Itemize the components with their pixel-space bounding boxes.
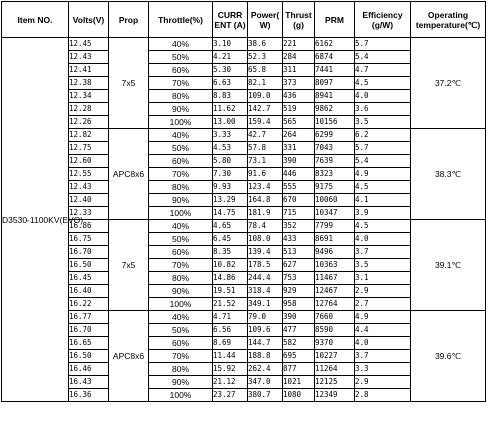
efficiency-cell: 4.1 [355,194,411,207]
throttle-cell: 80% [149,181,213,194]
efficiency-cell: 4.7 [355,64,411,77]
current-cell: 7.30 [213,168,248,181]
volts-cell: 12.40 [69,194,109,207]
throttle-cell: 80% [149,90,213,103]
current-cell: 4.53 [213,142,248,155]
thrust-cell: 221 [283,38,315,51]
power-cell: 380.7 [248,389,283,402]
motor-spec-table [1,1,486,402]
efficiency-cell: 4.5 [355,181,411,194]
volts-cell: 16.50 [69,259,109,272]
volts-cell: 16.36 [69,389,109,402]
throttle-cell: 60% [149,246,213,259]
thrust-cell: 670 [283,194,315,207]
prm-cell: 6162 [315,38,355,51]
table-row [2,220,486,233]
header-power: Power( W) [248,2,283,38]
thrust-cell: 695 [283,350,315,363]
current-cell: 4.21 [213,51,248,64]
throttle-cell: 40% [149,38,213,51]
power-cell: 73.1 [248,155,283,168]
thrust-cell: 519 [283,103,315,116]
efficiency-cell: 5.4 [355,155,411,168]
volts-cell: 16.40 [69,285,109,298]
prm-cell: 10347 [315,207,355,220]
current-cell: 6.45 [213,233,248,246]
thrust-cell: 436 [283,90,315,103]
header-current: CURR ENT (A) [213,2,248,38]
header-prop: Prop [109,2,149,38]
thrust-cell: 929 [283,285,315,298]
volts-cell: 12.28 [69,103,109,116]
thrust-cell: 753 [283,272,315,285]
thrust-cell: 715 [283,207,315,220]
volts-cell: 12.38 [69,77,109,90]
power-cell: 79.0 [248,311,283,324]
throttle-cell: 70% [149,259,213,272]
efficiency-cell: 5.4 [355,51,411,64]
table-row [2,38,486,51]
throttle-cell: 70% [149,77,213,90]
current-cell: 8.69 [213,337,248,350]
thrust-cell: 373 [283,77,315,90]
volts-cell: 12.45 [69,38,109,51]
volts-cell: 16.75 [69,233,109,246]
efficiency-cell: 3.3 [355,363,411,376]
prm-cell: 7639 [315,155,355,168]
current-cell: 6.63 [213,77,248,90]
volts-cell: 16.22 [69,298,109,311]
volts-cell: 16.65 [69,337,109,350]
efficiency-cell: 4.0 [355,90,411,103]
volts-cell: 16.86 [69,220,109,233]
prm-cell: 10156 [315,116,355,129]
current-cell: 19.51 [213,285,248,298]
volts-cell: 12.60 [69,155,109,168]
power-cell: 349.1 [248,298,283,311]
thrust-cell: 582 [283,337,315,350]
prm-cell: 7441 [315,64,355,77]
spec-table-container [1,1,486,402]
power-cell: 109.0 [248,90,283,103]
thrust-cell: 433 [283,233,315,246]
prop-cell: APC8x6 [109,129,149,220]
thrust-cell: 555 [283,181,315,194]
current-cell: 15.92 [213,363,248,376]
power-cell: 178.5 [248,259,283,272]
throttle-cell: 60% [149,155,213,168]
efficiency-cell: 6.2 [355,129,411,142]
current-cell: 21.52 [213,298,248,311]
prm-cell: 8323 [315,168,355,181]
current-cell: 10.82 [213,259,248,272]
item-no-cell: D3530-1100KV(EVO) [2,38,69,402]
thrust-cell: 877 [283,363,315,376]
header-thrust: Thrust (g) [283,2,315,38]
power-cell: 82.1 [248,77,283,90]
current-cell: 3.33 [213,129,248,142]
table-row [2,311,486,324]
efficiency-cell: 4.5 [355,220,411,233]
efficiency-cell: 3.9 [355,207,411,220]
efficiency-cell: 4.9 [355,311,411,324]
power-cell: 52.3 [248,51,283,64]
prm-cell: 12764 [315,298,355,311]
throttle-cell: 90% [149,194,213,207]
volts-cell: 12.26 [69,116,109,129]
volts-cell: 12.34 [69,90,109,103]
throttle-cell: 50% [149,233,213,246]
power-cell: 38.6 [248,38,283,51]
power-cell: 109.6 [248,324,283,337]
prm-cell: 6299 [315,129,355,142]
temperature-cell: 38.3℃ [411,129,486,220]
thrust-cell: 958 [283,298,315,311]
prm-cell: 10060 [315,194,355,207]
power-cell: 57.8 [248,142,283,155]
throttle-cell: 40% [149,311,213,324]
current-cell: 5.80 [213,155,248,168]
power-cell: 139.4 [248,246,283,259]
throttle-cell: 50% [149,142,213,155]
current-cell: 5.30 [213,64,248,77]
efficiency-cell: 5.7 [355,38,411,51]
temperature-cell: 39.6℃ [411,311,486,402]
current-cell: 13.29 [213,194,248,207]
power-cell: 108.0 [248,233,283,246]
prm-cell: 9496 [315,246,355,259]
thrust-cell: 565 [283,116,315,129]
volts-cell: 16.46 [69,363,109,376]
thrust-cell: 284 [283,51,315,64]
throttle-cell: 100% [149,298,213,311]
prm-cell: 9862 [315,103,355,116]
current-cell: 14.86 [213,272,248,285]
prm-cell: 12349 [315,389,355,402]
current-cell: 9.93 [213,181,248,194]
prm-cell: 6874 [315,51,355,64]
current-cell: 21.12 [213,376,248,389]
prm-cell: 10363 [315,259,355,272]
throttle-cell: 100% [149,389,213,402]
power-cell: 164.8 [248,194,283,207]
power-cell: 42.7 [248,129,283,142]
thrust-cell: 331 [283,142,315,155]
current-cell: 8.83 [213,90,248,103]
throttle-cell: 70% [149,168,213,181]
current-cell: 4.65 [213,220,248,233]
prm-cell: 7043 [315,142,355,155]
prm-cell: 8941 [315,90,355,103]
power-cell: 262.4 [248,363,283,376]
current-cell: 8.35 [213,246,248,259]
volts-cell: 16.77 [69,311,109,324]
current-cell: 6.56 [213,324,248,337]
efficiency-cell: 2.8 [355,389,411,402]
efficiency-cell: 2.7 [355,298,411,311]
efficiency-cell: 2.9 [355,376,411,389]
throttle-cell: 60% [149,64,213,77]
current-cell: 4.71 [213,311,248,324]
efficiency-cell: 4.5 [355,77,411,90]
power-cell: 188.8 [248,350,283,363]
prm-cell: 9175 [315,181,355,194]
thrust-cell: 311 [283,64,315,77]
prop-cell: APC8x6 [109,311,149,402]
power-cell: 318.4 [248,285,283,298]
thrust-cell: 446 [283,168,315,181]
prm-cell: 12125 [315,376,355,389]
prop-cell: 7x5 [109,38,149,129]
throttle-cell: 80% [149,272,213,285]
throttle-cell: 50% [149,51,213,64]
throttle-cell: 70% [149,350,213,363]
efficiency-cell: 2.9 [355,285,411,298]
volts-cell: 12.43 [69,181,109,194]
power-cell: 144.7 [248,337,283,350]
current-cell: 11.62 [213,103,248,116]
power-cell: 65.8 [248,64,283,77]
volts-cell: 12.33 [69,207,109,220]
thrust-cell: 264 [283,129,315,142]
current-cell: 3.10 [213,38,248,51]
power-cell: 347.0 [248,376,283,389]
temperature-cell: 37.2℃ [411,38,486,129]
current-cell: 14.75 [213,207,248,220]
header-prm: PRM [315,2,355,38]
thrust-cell: 627 [283,259,315,272]
header-temperature: Operating temperature(℃) [411,2,486,38]
efficiency-cell: 5.7 [355,142,411,155]
temperature-cell: 39.1℃ [411,220,486,311]
throttle-cell: 100% [149,207,213,220]
prm-cell: 7660 [315,311,355,324]
header-item-no: Item NO. [2,2,69,38]
prm-cell: 8097 [315,77,355,90]
table-body [2,38,486,402]
thrust-cell: 1080 [283,389,315,402]
throttle-cell: 40% [149,129,213,142]
prm-cell: 11264 [315,363,355,376]
prm-cell: 12467 [315,285,355,298]
efficiency-cell: 4.0 [355,233,411,246]
volts-cell: 12.55 [69,168,109,181]
header-efficiency: Efficiency (g/W) [355,2,411,38]
prm-cell: 10227 [315,350,355,363]
prm-cell: 11467 [315,272,355,285]
throttle-cell: 60% [149,337,213,350]
efficiency-cell: 3.7 [355,246,411,259]
current-cell: 11.44 [213,350,248,363]
throttle-cell: 90% [149,285,213,298]
prm-cell: 8691 [315,233,355,246]
power-cell: 78.4 [248,220,283,233]
table-row [2,129,486,142]
efficiency-cell: 3.5 [355,116,411,129]
efficiency-cell: 3.5 [355,259,411,272]
throttle-cell: 90% [149,376,213,389]
efficiency-cell: 3.1 [355,272,411,285]
header-row [2,2,486,38]
prop-cell: 7x5 [109,220,149,311]
throttle-cell: 80% [149,363,213,376]
efficiency-cell: 3.6 [355,103,411,116]
thrust-cell: 390 [283,155,315,168]
power-cell: 123.4 [248,181,283,194]
thrust-cell: 477 [283,324,315,337]
volts-cell: 16.43 [69,376,109,389]
volts-cell: 16.45 [69,272,109,285]
efficiency-cell: 4.9 [355,168,411,181]
power-cell: 159.4 [248,116,283,129]
volts-cell: 16.70 [69,246,109,259]
power-cell: 142.7 [248,103,283,116]
throttle-cell: 40% [149,220,213,233]
prm-cell: 8590 [315,324,355,337]
efficiency-cell: 4.4 [355,324,411,337]
power-cell: 91.6 [248,168,283,181]
header-volts: Volts(V) [69,2,109,38]
prm-cell: 7799 [315,220,355,233]
efficiency-cell: 3.7 [355,350,411,363]
throttle-cell: 100% [149,116,213,129]
volts-cell: 12.41 [69,64,109,77]
volts-cell: 12.43 [69,51,109,64]
prm-cell: 9370 [315,337,355,350]
volts-cell: 12.82 [69,129,109,142]
thrust-cell: 1021 [283,376,315,389]
thrust-cell: 352 [283,220,315,233]
throttle-cell: 90% [149,103,213,116]
current-cell: 13.00 [213,116,248,129]
volts-cell: 16.50 [69,350,109,363]
throttle-cell: 50% [149,324,213,337]
power-cell: 244.4 [248,272,283,285]
thrust-cell: 513 [283,246,315,259]
thrust-cell: 390 [283,311,315,324]
volts-cell: 12.75 [69,142,109,155]
power-cell: 181.9 [248,207,283,220]
volts-cell: 16.70 [69,324,109,337]
efficiency-cell: 4.0 [355,337,411,350]
current-cell: 23.27 [213,389,248,402]
header-throttle: Throttle(%) [149,2,213,38]
